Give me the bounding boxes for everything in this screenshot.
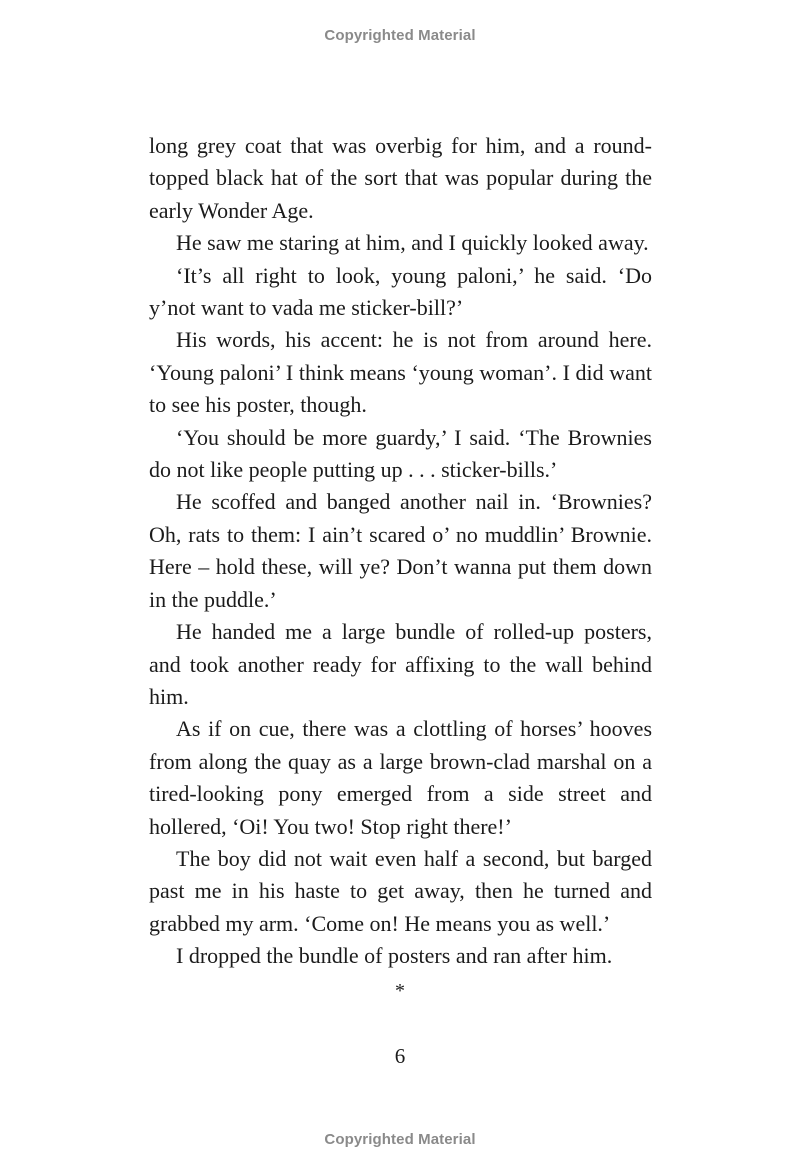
- paragraph-1: long grey coat that was overbig for him, and a round-topped black hat of the sort that was popular during the early Wonder Age.: [149, 133, 652, 223]
- paragraph-3: ‘It’s all right to look, young paloni,’ he said. ‘Do y’not want to vada me sticker-bill?’: [149, 262, 652, 321]
- paragraph-7: He handed me a large bundle of rolled-up posters, and took another ready for affixing to the wall behind him.: [149, 619, 652, 709]
- paragraph-8: As if on cue, there was a clottling of horses’ hooves from along the quay as a large brown-clad marshal on a tired-looking pony emerged from a side street and hollered, ‘Oi! You two! Stop right there!’: [149, 716, 652, 839]
- copyright-watermark-top: Copyrighted Material: [324, 27, 476, 44]
- body-text: [149, 130, 652, 973]
- copyright-watermark-bottom: Copyrighted Material: [324, 1131, 476, 1148]
- page-number: 6: [394, 1044, 406, 1068]
- paragraph-9: The boy did not wait even half a second, but barged past me in his haste to get away, then he turned and grabbed my arm. ‘Come on! He means you as well.’: [149, 845, 652, 936]
- paragraph-2: He saw me staring at him, and I quickly looked away.: [176, 230, 649, 256]
- paragraph-10: I dropped the bundle of posters and ran after him.: [176, 943, 613, 969]
- section-break: *: [395, 980, 405, 1002]
- paragraph-4: His words, his accent: he is not from around here. ‘Young paloni’ I think means ‘young woman’. I did want to see his poster, though.: [149, 327, 652, 418]
- paragraph-6: He scoffed and banged another nail in. ‘Brownies? Oh, rats to them: I ain’t scared o’ no muddlin’ Brownie. Here – hold these, will ye? Don’t wanna put them down in the puddle.’: [149, 489, 652, 612]
- paragraph-5: ‘You should be more guardy,’ I said. ‘The Brownies do not like people putting up . . . sticker-bills.’: [149, 424, 652, 483]
